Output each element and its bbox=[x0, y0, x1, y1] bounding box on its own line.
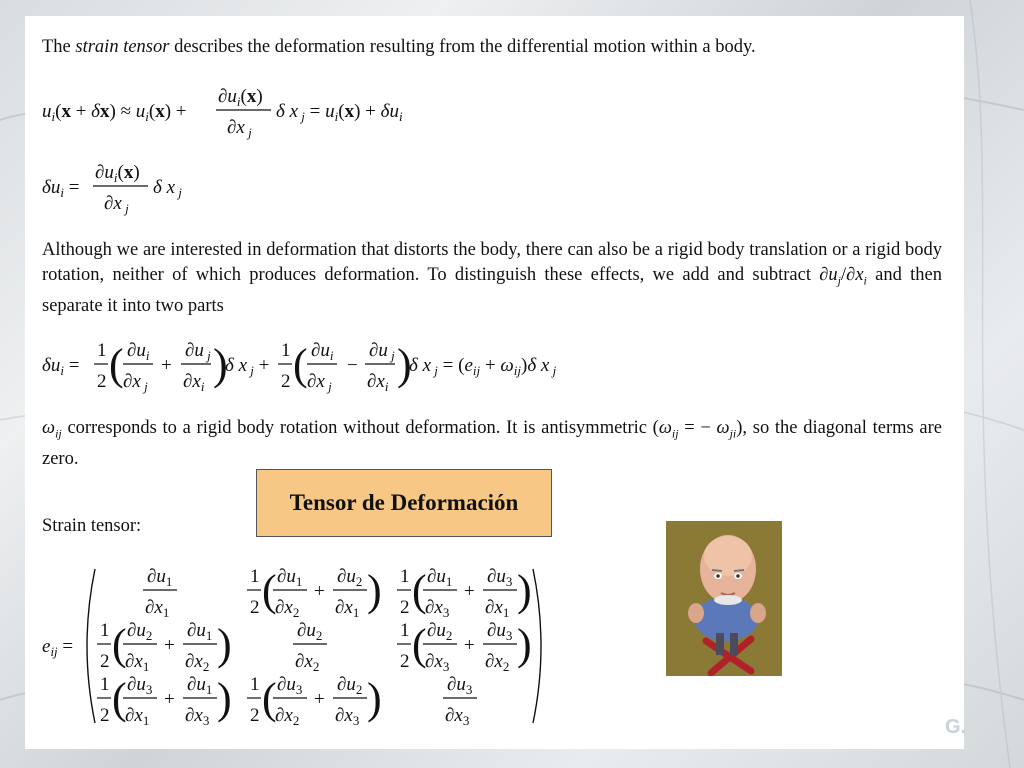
paragraph-rigid-body-text: Although we are interested in deformation that distorts the body, there can also be a rigid body translation or a rigid body rotation, neither of which produces deformation. To distinguish these effects, we add and subtract bbox=[42, 240, 942, 285]
paragraph-rigid-body-tail: and then separate it into two parts bbox=[42, 265, 943, 316]
svg-text:+: + bbox=[161, 355, 172, 376]
svg-text:2: 2 bbox=[400, 597, 410, 618]
svg-text:∂u3: $\partial u_3$ bbox=[487, 566, 513, 589]
svg-text:∂x j: ∂x $_j$ bbox=[123, 371, 148, 394]
svg-text:∂u2: $\partial u_2$ bbox=[337, 674, 363, 697]
slide bbox=[25, 16, 967, 749]
svg-text:∂u2: $\partial u_2$ bbox=[427, 620, 453, 643]
photo-man-looking-up bbox=[666, 521, 782, 676]
svg-text:): ) bbox=[217, 620, 232, 669]
svg-text:1: 1 bbox=[250, 674, 260, 695]
svg-text:+: + bbox=[164, 635, 175, 656]
svg-text:): ) bbox=[517, 620, 532, 669]
svg-text:∂u2: $\partial u_2$ bbox=[297, 620, 323, 643]
svg-text:(: ( bbox=[112, 620, 127, 669]
svg-text:∂x1: $\partial x_1$ bbox=[125, 651, 150, 674]
svg-text:1: 1 bbox=[100, 620, 110, 641]
inline-derivative: $\partial u_j/\partial x_i$ bbox=[819, 265, 867, 288]
svg-text:∂xi: $\partial x_i$ bbox=[183, 371, 205, 394]
svg-text:1: 1 bbox=[281, 340, 291, 361]
svg-text:ui(x + δx) ≈ ui(x) +: $u_i(x + \delta x) \approx u_i(x)$ + bbox=[42, 101, 187, 124]
svg-text:+: + bbox=[314, 581, 325, 602]
svg-text:(: ( bbox=[262, 674, 277, 723]
svg-text:(: ( bbox=[412, 566, 427, 615]
svg-text:∂x3: $\partial x_3$ bbox=[335, 705, 360, 728]
svg-text:∂x1: $\partial x_1$ bbox=[125, 705, 150, 728]
svg-text:∂x2: $\partial x_2$ bbox=[485, 651, 510, 674]
svg-text:1: 1 bbox=[97, 340, 107, 361]
svg-text:∂x j: ∂x $_j$ bbox=[307, 371, 332, 394]
svg-text:(: ( bbox=[293, 340, 308, 389]
svg-text:): ) bbox=[367, 674, 382, 723]
svg-text:∂x2: $\partial x_2$ bbox=[185, 651, 210, 674]
svg-text:2: 2 bbox=[100, 705, 110, 726]
watermark: G. bbox=[945, 716, 967, 738]
svg-text:δ x j = ui(x) + δui: δ x $_j = u_i(x) + \delta u_i$ bbox=[276, 101, 403, 124]
intro-term: strain tensor bbox=[75, 37, 170, 57]
svg-text:∂ui(x): $\partial u_i(x)$ bbox=[218, 86, 263, 109]
svg-text:∂x3: $\partial x_3$ bbox=[185, 705, 210, 728]
svg-text:δ x j = (eij + ωij)δ x j: δ x $_j = (e_{ij} + \omega_{ij})\delta$ x $_j$ bbox=[409, 355, 557, 378]
svg-text:): ) bbox=[367, 566, 382, 615]
strain-label: Strain tensor: bbox=[42, 516, 142, 536]
omega-text-a: corresponds to a rigid body rotation without deformation. It is antisymmetric ( bbox=[67, 418, 659, 438]
svg-text:δui =: $\delta u_i$ = bbox=[42, 177, 80, 200]
svg-text:(: ( bbox=[112, 674, 127, 723]
svg-text:1: 1 bbox=[100, 674, 110, 695]
intro-suffix: describes the deformation resulting from the differential motion within a body. bbox=[169, 37, 756, 57]
svg-text:2: 2 bbox=[250, 597, 260, 618]
svg-text:1: 1 bbox=[250, 566, 260, 587]
svg-text:∂ui(x): $\partial u_i(x)$ bbox=[95, 162, 140, 185]
svg-text:(: ( bbox=[262, 566, 277, 615]
svg-text:2: 2 bbox=[97, 371, 107, 392]
svg-text:∂x1: $\partial x_1$ bbox=[145, 597, 170, 620]
svg-text:∂xi: $\partial x_i$ bbox=[367, 371, 389, 394]
svg-text:+: + bbox=[464, 635, 475, 656]
svg-text:2: 2 bbox=[100, 651, 110, 672]
svg-text:∂u j: ∂u $_j$ bbox=[185, 340, 211, 363]
svg-text:∂u3: $\partial u_3$ bbox=[487, 620, 513, 643]
svg-text:∂x3: $\partial x_3$ bbox=[425, 651, 450, 674]
svg-text:δ x j +: δ x $_j$ + bbox=[225, 355, 270, 378]
svg-text:∂u1: $\partial u_1$ bbox=[187, 620, 213, 643]
svg-text:∂x1: $\partial x_1$ bbox=[485, 597, 510, 620]
svg-text:∂u3: $\partial u_3$ bbox=[127, 674, 153, 697]
svg-text:∂x j: ∂x $_j$ bbox=[104, 193, 129, 216]
svg-text:+: + bbox=[464, 581, 475, 602]
svg-text:1: 1 bbox=[400, 566, 410, 587]
svg-text:): ) bbox=[217, 674, 232, 723]
paragraph-omega: $\omega_{ij}$ corresponds to a rigid body rotation without deformation. It is antisymmetric ($\omega_{ij}$ = − $\omega_{ji}$), so the diagonal terms are zero. bbox=[42, 418, 942, 469]
svg-text:∂x2: $\partial x_2$ bbox=[295, 651, 320, 674]
svg-text:+: + bbox=[314, 689, 325, 710]
svg-text:∂u3: $\partial u_3$ bbox=[447, 674, 473, 697]
svg-text:∂u2: $\partial u_2$ bbox=[337, 566, 363, 589]
svg-text:∂u1: $\partial u_1$ bbox=[187, 674, 213, 697]
svg-text:+: + bbox=[164, 689, 175, 710]
svg-text:): ) bbox=[517, 566, 532, 615]
svg-text:∂x2: $\partial x_2$ bbox=[275, 705, 300, 728]
svg-text:2: 2 bbox=[250, 705, 260, 726]
svg-text:∂x j: ∂x $_j$ bbox=[227, 117, 252, 140]
svg-text:∂u1: $\partial u_1$ bbox=[427, 566, 453, 589]
svg-text:∂u j: ∂u $_j$ bbox=[369, 340, 395, 363]
svg-text:2: 2 bbox=[281, 371, 291, 392]
svg-text:1: 1 bbox=[400, 620, 410, 641]
svg-text:δui =: $\delta u_i$ = bbox=[42, 355, 80, 378]
man-illustration bbox=[666, 521, 782, 676]
svg-text:∂x3: $\partial x_3$ bbox=[445, 705, 470, 728]
svg-text:δ x j: δ x $_j$ bbox=[153, 177, 182, 200]
svg-text:∂u1: $\partial u_1$ bbox=[147, 566, 173, 589]
svg-text:∂ui: $\partial u_i$ bbox=[311, 340, 334, 363]
svg-text:∂x2: $\partial x_2$ bbox=[275, 597, 300, 620]
intro-prefix: The bbox=[42, 37, 76, 57]
svg-text:(: ( bbox=[412, 620, 427, 669]
svg-text:): ) bbox=[213, 340, 228, 389]
svg-text:∂x1: $\partial x_1$ bbox=[335, 597, 360, 620]
svg-text:): ) bbox=[397, 340, 412, 389]
svg-text:∂ui: $\partial u_i$ bbox=[127, 340, 150, 363]
callout-title: Tensor de Deformación bbox=[289, 490, 519, 515]
svg-text:∂u3: $\partial u_3$ bbox=[277, 674, 303, 697]
svg-text:−: − bbox=[347, 355, 358, 376]
svg-text:∂u2: $\partial u_2$ bbox=[127, 620, 153, 643]
svg-text:∂x3: $\partial x_3$ bbox=[425, 597, 450, 620]
antisymmetry-relation: $\omega_{ij}$ bbox=[658, 418, 679, 441]
svg-text:2: 2 bbox=[400, 651, 410, 672]
omega-text-b: ), so the diagonal terms are zero. bbox=[42, 418, 942, 469]
strain-tensor-matrix bbox=[25, 16, 967, 749]
svg-text:eij =: $e_{ij}$ = bbox=[42, 636, 74, 659]
svg-text:∂u1: $\partial u_1$ bbox=[277, 566, 303, 589]
svg-text:(: ( bbox=[109, 340, 124, 389]
omega-symbol: $\omega_{ij}$ bbox=[42, 418, 62, 441]
